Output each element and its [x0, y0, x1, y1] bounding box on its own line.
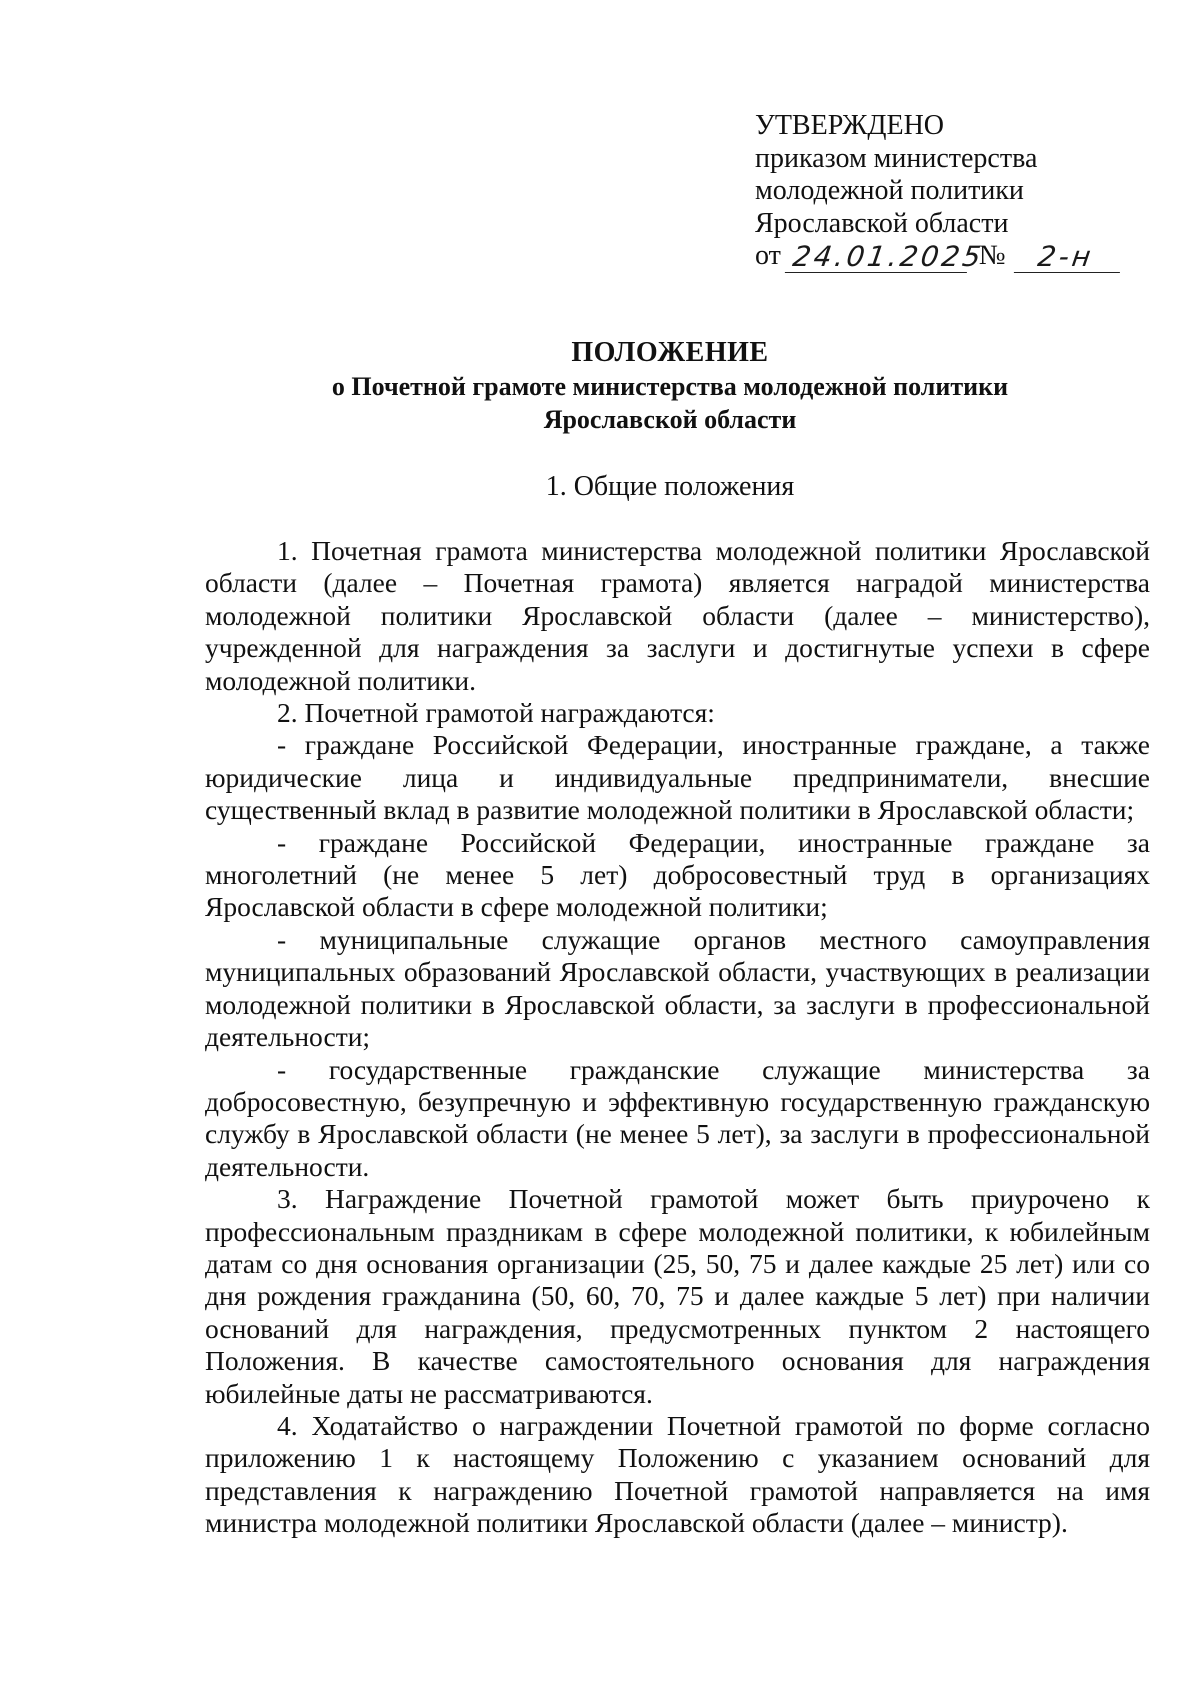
- document-subtitle-line-1: о Почетной грамоте министерства молодежной политики: [331, 372, 1009, 401]
- approval-stamp: [755, 110, 1155, 273]
- document-body: [205, 535, 1150, 1540]
- list-item-citizens-long-service: - граждане Российской Федерации, иностранные граждане за многолетний (не менее 5 лет) добросовестный труд в организациях Ярославской области в сфере молодежной политики;: [205, 826, 1150, 923]
- paragraph-1: 1. Почетная грамота министерства молодежной политики Ярославской области (далее – Почетная грамота) является наградой министерства молодежной политики Ярославской области (далее – министерство), учрежденной для награждения за заслуги и достигнутые успехи в сфере молодежной политики.: [205, 535, 1150, 696]
- approval-line-order: приказом министерства: [755, 142, 1038, 174]
- document-subtitle-line-2: Ярославской области: [543, 405, 797, 434]
- list-item-municipal-servants: - муниципальные служащие органов местного самоуправления муниципальных образований Ярославской области, участвующих в реализации молодежной политики в Ярославской области, за заслуги в профессиональной деятельности;: [205, 923, 1150, 1053]
- section-heading: 1. Общие положения: [545, 471, 795, 502]
- approval-date-handwritten: 24.01.2025: [785, 242, 971, 273]
- approval-line-region: Ярославской области: [755, 207, 1009, 239]
- approval-heading: УТВЕРЖДЕНО: [755, 110, 945, 141]
- paragraph-2: 2. Почетной грамотой награждаются:: [277, 697, 715, 729]
- paragraph-4: 4. Ходатайство о награждении Почетной грамотой по форме согласно приложению 1 к настоящему Положению с указанием оснований для представления к награждению Почетной грамотой направляется на имя министра молодежной политики Ярославской области (далее – министр).: [205, 1409, 1150, 1539]
- list-item-state-servants: - государственные гражданские служащие министерства за добросовестную, безупречную и эффективную государственную гражданскую службу в Ярославской области (не менее 5 лет), за заслуги в профессиональной деятельности.: [205, 1053, 1150, 1182]
- approval-date-line: [755, 240, 1155, 273]
- approval-date-prefix: от: [755, 240, 781, 271]
- approval-line-ministry: молодежной политики: [755, 175, 1024, 206]
- approval-number-handwritten: 2-н: [1013, 242, 1123, 273]
- list-item-citizens-contribution: - граждане Российской Федерации, иностранные граждане, а также юридические лица и индивидуальные предприниматели, внесшие существенный вклад в развитие молодежной политики в Ярославской области;: [205, 729, 1150, 826]
- approval-number-sign: №: [978, 240, 1006, 271]
- document-title: ПОЛОЖЕНИЕ: [571, 337, 769, 368]
- document-title-block: [170, 336, 1170, 436]
- paragraph-3: 3. Награждение Почетной грамотой может быть приурочено к профессиональным праздникам в сфере молодежной политики, к юбилейным датам со дня основания организации (25, 50, 75 и далее каждые 25 лет) или со дня рождения гражданина (50, 60, 70, 75 и далее каждые 5 лет) при наличии оснований для награждения, предусмотренных пунктом 2 настоящего Положения. В качестве самостоятельного основания для награждения юбилейные даты не рассматриваются.: [205, 1183, 1150, 1409]
